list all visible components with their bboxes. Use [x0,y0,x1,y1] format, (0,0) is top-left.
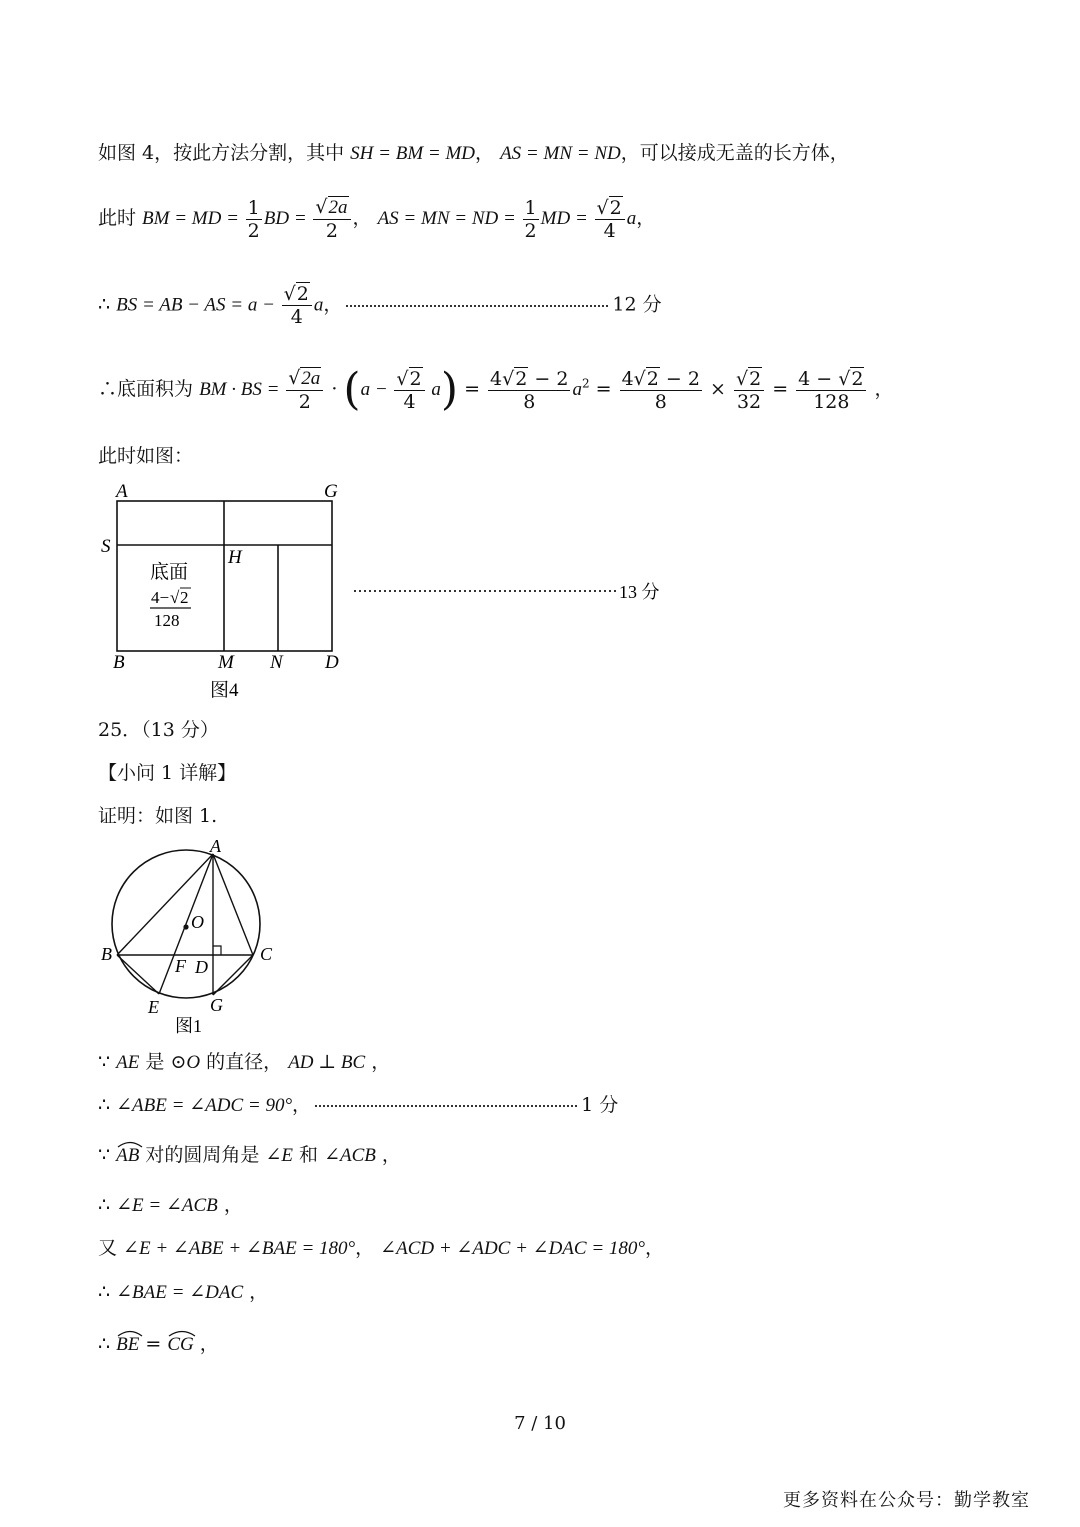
fig1-label-A: A [210,836,221,856]
text: 底面积为 [117,378,200,400]
denominator: 8 [654,390,667,413]
question-25-title: 25．（13 分） [98,719,219,741]
numerator: 1 [524,196,537,219]
fig4-caption: 图4 [210,680,239,701]
equation: AE [116,1052,140,1073]
numerator: 4√2 − 2 [621,367,700,390]
text: 的直径， [200,1051,289,1073]
fig1-label-B: B [101,944,112,964]
line-3 [98,283,662,328]
equation: BM = MD = [142,208,244,229]
fraction [796,368,866,413]
dot-leader [315,1105,577,1107]
fig1-center-point [183,924,188,929]
because-symbol: ∵ [98,1051,117,1073]
fig4-area-denominator: 128 [154,611,180,630]
equation: ∠ABE = ∠ADC = 90° [116,1095,293,1116]
watermark-text: 更多资料在公众号：勤学教室 [783,1490,1030,1511]
therefore-symbol: ∴ [98,1194,117,1216]
variable: a [572,379,582,400]
radicand: 2 [409,367,422,390]
text: ， [352,207,378,229]
text: ， [292,1094,312,1116]
radicand: 2 [749,367,762,390]
arc-label: AB [116,1145,140,1166]
therefore-symbol: ∴ [98,378,118,400]
therefore-symbol: ∴ [98,293,117,316]
arc-CG [167,1333,193,1357]
line-1 [98,141,849,166]
equation: ∠ACD + ∠ADC + ∠DAC = 180° [380,1238,645,1259]
fig4-label-A: A [116,481,128,502]
proof-line-5 [98,1236,664,1261]
fig4-area-radicand: 2 [180,588,189,607]
fraction [246,197,262,242]
operator: = [139,1333,168,1355]
arc-AB [116,1144,139,1168]
operator: · [325,378,344,400]
therefore-symbol: ∴ [98,1281,117,1303]
denominator: 2 [325,220,339,242]
numerator: 1 [247,196,260,219]
circle-notation: ⊙O [170,1052,201,1073]
fig4-label-B: B [113,652,125,673]
equation: SH = BM = MD [350,143,476,164]
digit: 4 [621,367,634,390]
dot-leader [346,305,608,307]
fraction [488,368,570,413]
because-symbol: ∵ [98,1144,117,1166]
fig1-right-angle-mark [213,946,221,955]
variable: a [313,294,324,316]
text: ， [645,1237,665,1259]
equation: ∠BAE = ∠DAC [116,1282,244,1303]
operator: = [766,378,795,400]
radicand: 2 [646,367,659,390]
text: ， [323,293,343,316]
sub-question-heading: 【小问 1 详解】 [98,762,237,784]
digit: 4 [490,367,503,390]
line-4 [98,364,894,415]
fig4-area-label: 底面 [150,562,189,583]
arc-BE [116,1333,139,1357]
equation: AS = MN = ND [500,143,621,164]
fig4-sqrt-sign: √ [170,588,180,607]
denominator: 2 [298,391,311,413]
digit: − 2 [528,367,569,390]
arc-mark [116,1138,144,1148]
denominator: 8 [523,390,536,413]
figure-1 [0,830,320,1040]
denominator: 2 [524,219,537,242]
equation: AS = MN = ND = [377,208,521,229]
fig1-line-AC [213,854,253,955]
operator: = [458,378,487,400]
fig4-label-H: H [228,547,242,568]
equation: MD = [540,208,593,229]
page-number: 7 / 10 [514,1413,566,1434]
arc-label: BE [116,1334,140,1355]
text: ， [375,1144,401,1166]
fig1-line-BE [117,955,159,994]
digit: 4 − [798,367,839,390]
variable: a [426,379,441,400]
score-label: 1 分 [581,1094,619,1116]
fig4-label-G: G [324,481,338,502]
fig1-label-D: D [195,957,208,977]
fraction [595,197,625,242]
denominator: 4 [403,390,416,413]
text: 如图 4，按此方法分割，其中 [98,142,351,164]
text: ， [475,142,501,164]
arc-mark [167,1327,197,1337]
equation: BS = AB − AS = a − [116,294,280,316]
numerator: 4 − √2 [796,368,866,391]
angle: ∠E [265,1145,293,1166]
arc-label: CG [167,1334,194,1355]
radicand: 2 [609,196,622,219]
fig1-label-E: E [148,997,159,1017]
fig1-line-CG [213,955,253,995]
numerator: √2 [282,283,312,306]
line-2 [98,196,655,242]
fig4-score: 13 分 [619,582,660,602]
text: ，可以接成无盖的长方体， [620,142,849,164]
text: ， [193,1333,219,1355]
angle: ∠ACB [324,1145,376,1166]
denominator: 4 [290,306,303,328]
fraction [734,368,764,413]
denominator: 128 [813,390,850,413]
fig1-label-C: C [260,944,273,964]
equation: a − [360,379,393,400]
text: 此时 [98,207,143,229]
radicand: 2a [301,368,321,389]
radicand: 2a [328,197,348,218]
fraction [313,196,350,242]
score-label: 12 分 [612,293,662,316]
fig1-label-F: F [175,956,186,976]
text: 和 [292,1144,325,1166]
denominator: 32 [736,390,762,413]
fig1-label-G: G [210,995,223,1015]
text: ， [636,207,656,229]
therefore-symbol: ∴ [98,1094,117,1116]
text: 对的圆周角是 [139,1144,266,1166]
paren: ) [440,364,459,415]
numerator: 4√2 − 2 [490,367,569,390]
fig1-line-AB [117,854,213,955]
numerator: √2 [734,368,764,391]
fig1-caption: 图1 [175,1016,202,1036]
proof-line-1 [98,1050,390,1075]
proof-line-2 [98,1093,618,1118]
fig4-label-S: S [101,536,111,557]
fig4-label-M: M [218,652,234,673]
equation: ∠E + ∠ABE + ∠BAE = 180° [123,1238,356,1259]
equation: ∠E = ∠ACB [116,1195,218,1216]
operator: = [589,378,618,400]
paren: ( [343,364,361,415]
fraction [394,368,424,413]
text: ， [355,1237,381,1259]
fraction [286,367,323,413]
numerator: √2a [286,367,323,391]
proof-line-6 [98,1280,268,1305]
text: ， [243,1281,269,1303]
figure-4 [0,470,700,710]
numerator: √2 [394,368,424,391]
therefore-symbol: ∴ [98,1333,117,1355]
fig1-label-O: O [191,912,204,932]
arc-mark [116,1327,144,1337]
proof-line-4 [98,1193,243,1218]
text: ， [868,378,894,400]
text: ， [365,1051,391,1073]
radicand: 2 [851,367,864,390]
proof-intro: 证明：如图 1. [98,805,218,827]
fraction [282,283,312,328]
numerator: √2a [313,196,350,220]
equation: BM · BS = [199,379,285,400]
line-5: 此时如图： [98,445,194,467]
fig4-label-D: D [325,652,339,673]
numerator: √2 [595,197,625,220]
text: ， [217,1194,243,1216]
fraction [523,197,539,242]
proof-line-3 [98,1143,401,1168]
fig4-area-numerator: 4− [151,588,170,607]
fraction [620,368,702,413]
denominator: 2 [247,219,260,242]
digit: − 2 [659,367,700,390]
proof-line-7 [98,1332,219,1357]
fig4-label-N: N [270,652,283,673]
text: 又 [98,1237,124,1259]
equation: AD ⊥ BC [288,1052,366,1073]
radicand: 2 [515,367,528,390]
denominator: 4 [603,219,616,242]
text: 是 [139,1051,171,1073]
equation: BD = [263,208,312,229]
operator: × [703,378,732,400]
exponent: 2 [581,376,590,391]
radicand: 2 [296,283,309,305]
variable: a [626,208,637,229]
